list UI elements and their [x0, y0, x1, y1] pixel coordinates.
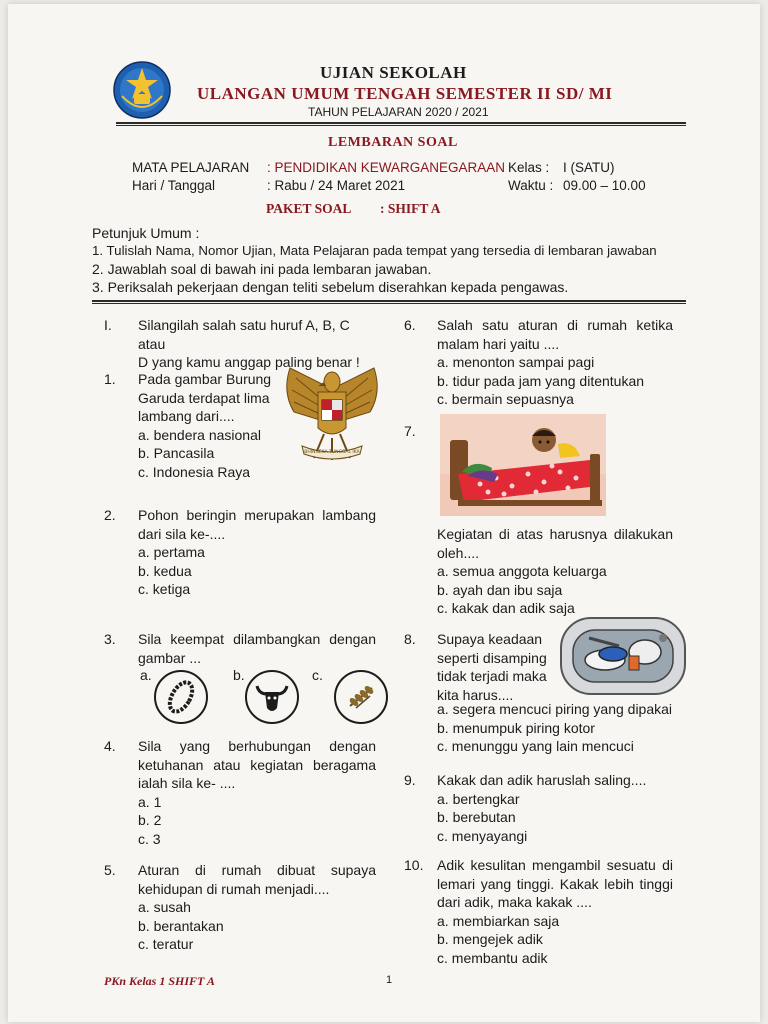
q8-line-2: seperti disamping	[437, 649, 547, 666]
q2-line-1: Pohon beringin merupakan lambang	[138, 507, 376, 523]
exam-page	[8, 4, 760, 1022]
q2-option-b: b. kedua	[138, 562, 192, 579]
garuda-pancasila-illustration	[280, 362, 384, 466]
q6-line-2: malam hari yaitu ....	[437, 335, 560, 352]
subject-value: : PENDIDIKAN KEWARGANEGARAAN	[267, 160, 506, 175]
emblem-ribbon-text: BHINNEKA TUNGGAL IKA	[304, 450, 360, 455]
package-value: : SHIFT A	[380, 201, 441, 216]
q10-line-3: dari adik, maka kakak ....	[437, 894, 592, 910]
q1-line-2: Garuda terdapat lima	[138, 389, 270, 406]
q7-number: 7.	[404, 423, 416, 439]
subject-label: MATA PELAJARAN	[132, 160, 250, 175]
q3-line-2: gambar ...	[138, 649, 202, 666]
q6-number: 6.	[404, 317, 416, 333]
class-value: I (SATU)	[563, 160, 615, 175]
q1-block	[138, 370, 288, 481]
q6-block	[437, 316, 673, 409]
q5-block	[138, 861, 376, 954]
q1-option-b: b. Pancasila	[138, 445, 215, 461]
q3-label-c: c.	[312, 667, 323, 683]
instruction-1: 1. Tulislah Nama, Nomor Ujian, Mata Pelajaran pada tempat yang tersedia di lembaran jawaban	[92, 243, 657, 258]
academic-year: TAHUN PELAJARAN 2020 / 2021	[308, 105, 489, 119]
q10-line-1: Adik kesulitan mengambil sesuatu di	[437, 857, 673, 873]
q4-line-1: Sila yang berhubungan dengan	[138, 738, 376, 754]
q3-label-b: b.	[233, 667, 245, 683]
bull-head-symbol-icon	[245, 670, 299, 724]
q3-number: 3.	[104, 631, 116, 647]
q7-option-a: a. semua anggota keluarga	[437, 563, 607, 579]
q10-option-c: c. membantu adik	[437, 949, 548, 966]
q4-line-3: ialah sila ke- ....	[138, 775, 236, 791]
q4-block	[138, 737, 376, 848]
q6-option-c: c. bermain sepuasnya	[437, 391, 574, 407]
q3-block	[138, 630, 376, 667]
q7-option-c: c. kakak dan adik saja	[437, 600, 575, 616]
header-rule-top	[116, 122, 686, 124]
q7-line-2: oleh....	[437, 544, 480, 561]
q5-option-a: a. susah	[138, 899, 191, 915]
page-number: 1	[386, 974, 393, 986]
q1-option-a: a. bendera nasional	[138, 426, 261, 443]
q5-line-2: kehidupan di rumah menjadi....	[138, 880, 330, 897]
q6-option-a: a. menonton sampai pagi	[437, 354, 595, 370]
dirty-dishes-sink-illustration	[559, 616, 687, 696]
q10-block	[437, 856, 673, 967]
q5-number: 5.	[104, 862, 116, 878]
sheet-title: LEMBARAN SOAL	[328, 135, 458, 150]
q3-label-a: a.	[140, 667, 152, 683]
q2-option-a: a. pertama	[138, 544, 205, 560]
q2-number: 2.	[104, 507, 116, 523]
q9-number: 9.	[404, 772, 416, 788]
q8-option-c: c. menunggu yang lain mencuci	[437, 738, 634, 754]
instructions-rule-top	[92, 300, 686, 302]
q9-option-c: c. menyayangi	[437, 827, 528, 844]
q6-option-b: b. tidur pada jam yang ditentukan	[437, 372, 645, 389]
q1-number: 1.	[104, 371, 116, 387]
q9-option-b: b. berebutan	[437, 809, 516, 825]
q9-line-1: Kakak dan adik haruslah saling....	[437, 772, 647, 788]
instructions-title: Petunjuk Umum :	[92, 225, 200, 241]
time-label: Waktu :	[508, 178, 554, 193]
q5-line-1: Aturan di rumah dibuat supaya	[138, 862, 376, 878]
q4-number: 4.	[104, 738, 116, 754]
header-rule-bottom	[116, 125, 686, 126]
q7-block	[437, 525, 673, 618]
q10-number: 10.	[404, 857, 424, 873]
tut-wuri-handayani-logo	[112, 60, 172, 120]
instructions-rule-bottom	[92, 303, 686, 304]
q8-options-block	[437, 700, 687, 756]
q2-option-c: c. ketiga	[138, 581, 191, 597]
q9-option-a: a. bertengkar	[437, 790, 520, 807]
q4-line-2: ketuhanan atau kegiatan beragama	[138, 756, 376, 773]
class-label: Kelas :	[508, 160, 550, 175]
q5-option-c: c. teratur	[138, 936, 194, 952]
chain-symbol-icon	[154, 670, 208, 724]
section-line-1: Silangilah salah satu huruf A, B, C atau	[138, 317, 350, 352]
rice-cotton-symbol-icon	[334, 670, 388, 724]
section-line-2: D yang kamu anggap paling benar !	[138, 354, 360, 370]
date-label: Hari / Tanggal	[132, 178, 216, 193]
footer-subject: PKn Kelas 1 SHIFT A	[104, 974, 215, 988]
q5-option-b: b. berantakan	[138, 917, 224, 934]
q8-line-4: kita harus....	[437, 686, 514, 703]
q8-number: 8.	[404, 631, 416, 647]
q8-line-1: Supaya keadaan	[437, 631, 543, 647]
q8-text-block	[437, 630, 567, 704]
q9-block	[437, 771, 677, 845]
q8-option-a: a. segera mencuci piring yang dipakai	[437, 701, 673, 717]
child-in-bed-illustration	[440, 414, 606, 516]
q6-line-1: Salah satu aturan di rumah ketika	[437, 317, 673, 333]
q4-option-b: b. 2	[138, 812, 162, 828]
q7-option-b: b. ayah dan ibu saja	[437, 581, 563, 598]
q10-option-b: b. mengejek adik	[437, 931, 543, 947]
instruction-3: 3. Periksalah pekerjaan dengan teliti sebelum diserahkan kepada pengawas.	[92, 279, 569, 295]
q2-block	[138, 506, 376, 599]
exam-subtitle: ULANGAN UMUM TENGAH SEMESTER II SD/ MI	[197, 84, 613, 103]
time-value: 09.00 – 10.00	[563, 178, 646, 193]
q7-line-1: Kegiatan di atas harusnya dilakukan	[437, 526, 673, 542]
q10-option-a: a. membiarkan saja	[437, 912, 560, 929]
q8-option-b: b. menumpuk piring kotor	[437, 719, 595, 736]
q1-line-3: lambang dari....	[138, 408, 235, 424]
exam-title: UJIAN SEKOLAH	[320, 63, 467, 82]
q3-line-1: Sila keempat dilambangkan dengan	[138, 631, 376, 647]
q8-line-3: tidak terjadi maka	[437, 668, 547, 684]
q4-option-c: c. 3	[138, 830, 161, 847]
date-value: : Rabu / 24 Maret 2021	[267, 178, 406, 193]
q2-line-2: dari sila ke-....	[138, 525, 226, 542]
q1-line-1: Pada gambar Burung	[138, 371, 272, 387]
q10-line-2: lemari yang tinggi. Kakak lebih tinggi	[437, 875, 673, 892]
package-label: PAKET SOAL	[266, 201, 352, 216]
q1-option-c: c. Indonesia Raya	[138, 463, 251, 480]
instruction-2: 2. Jawablah soal di bawah ini pada lembaran jawaban.	[92, 261, 432, 277]
section-number: I.	[104, 317, 112, 333]
q4-option-a: a. 1	[138, 793, 162, 810]
